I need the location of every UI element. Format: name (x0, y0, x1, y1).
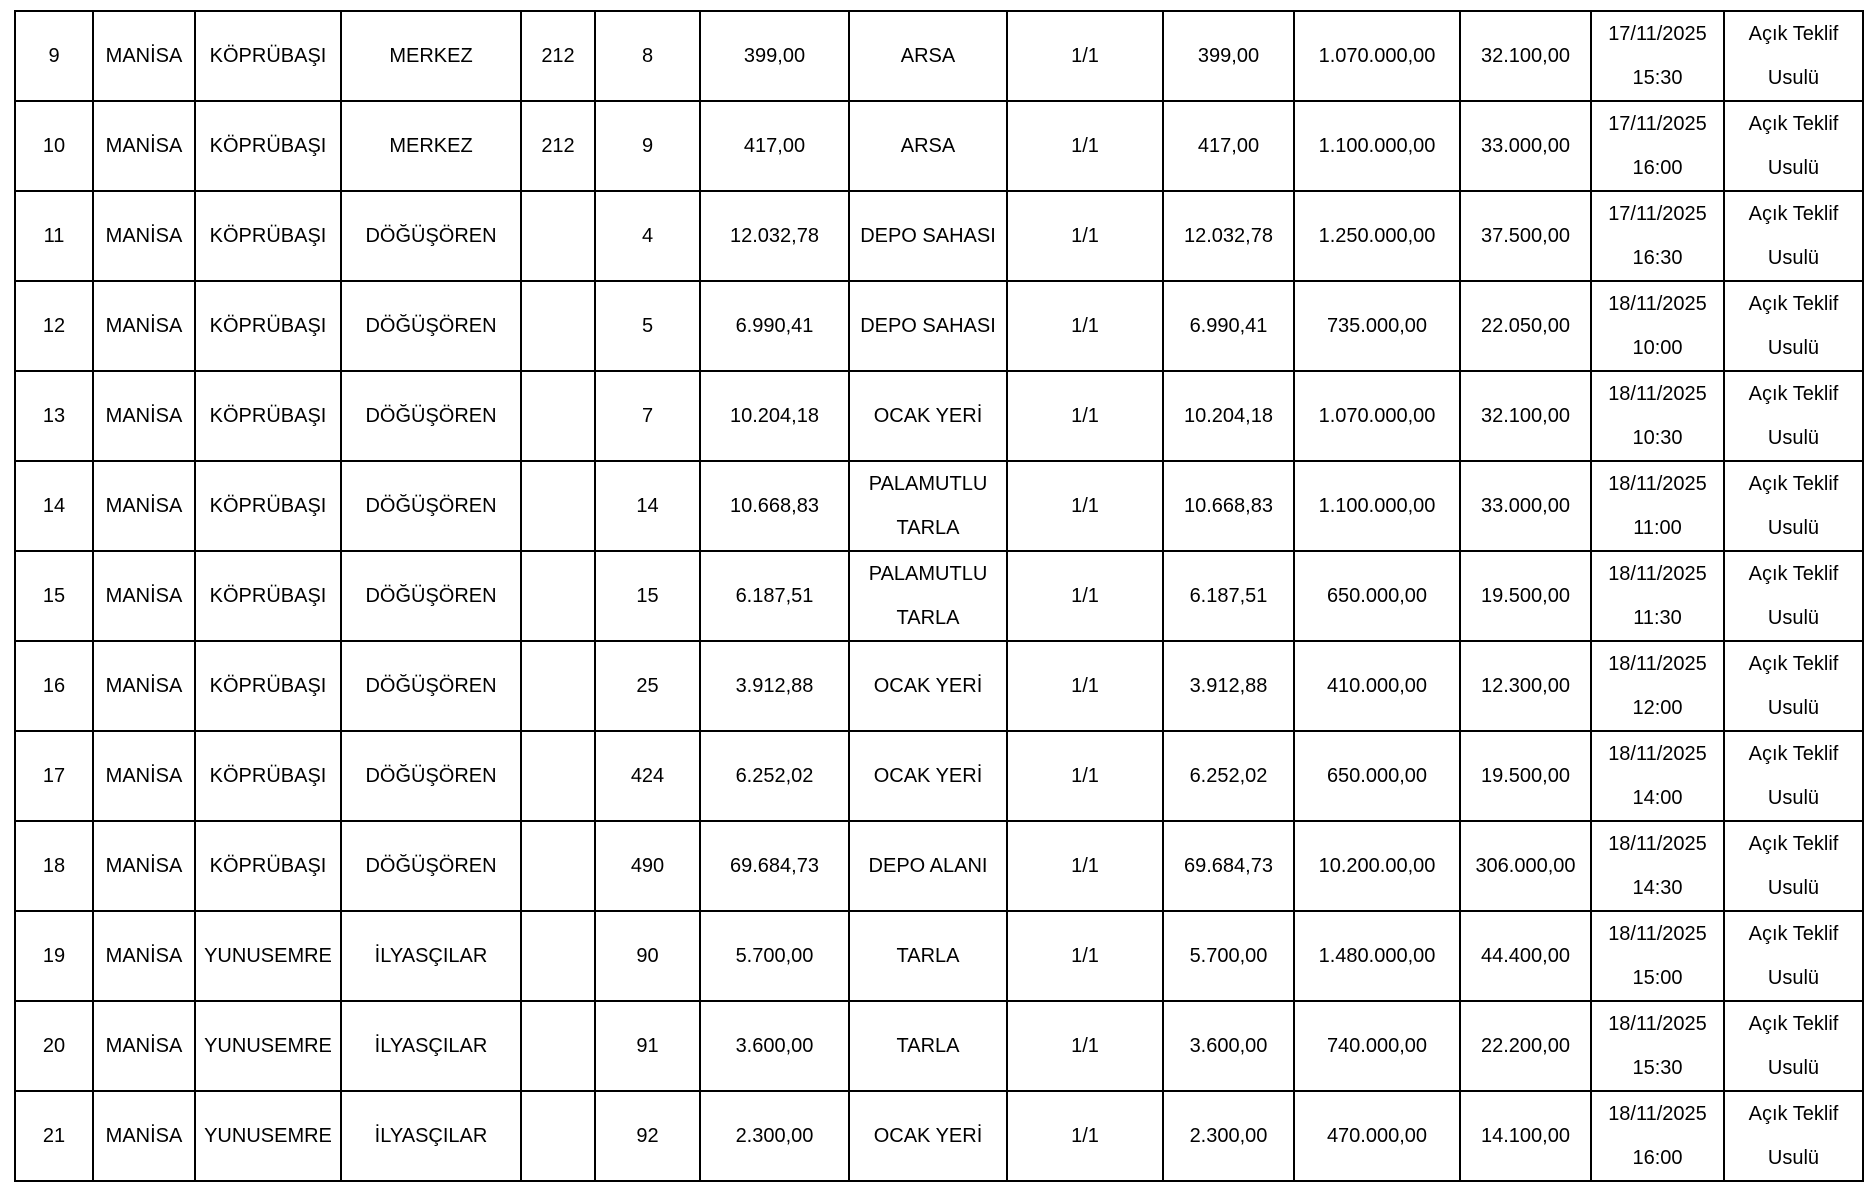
cell-ilce: KÖPRÜBAŞI (195, 281, 341, 371)
cell-ihale-usulu-line: Usulü (1767, 247, 1820, 269)
cell-ihale-usulu (1724, 101, 1863, 191)
cell-teminat: 37.500,00 (1460, 191, 1591, 281)
cell-ihale-usulu-line: Açık Teklif (1748, 23, 1839, 45)
cell-satis-alani: 3.600,00 (1163, 1001, 1294, 1091)
cell-il: MANİSA (93, 101, 195, 191)
cell-nitelik-line: TARLA (896, 945, 960, 967)
cell-il: MANİSA (93, 731, 195, 821)
cell-ihale-tarihi-line: 18/11/2025 (1608, 833, 1707, 855)
cell-il: MANİSA (93, 1091, 195, 1181)
cell-ihale-usulu-line: Açık Teklif (1748, 1013, 1839, 1035)
cell-ihale-tarihi-line: 16:00 (1632, 157, 1683, 179)
cell-sira-no: 17 (15, 731, 93, 821)
cell-ihale-usulu-line: Usulü (1767, 67, 1820, 89)
cell-yuzolcum: 2.300,00 (700, 1091, 849, 1181)
table-row (15, 191, 1863, 281)
cell-satis-alani: 6.990,41 (1163, 281, 1294, 371)
cell-ihale-tarihi-line: 15:30 (1632, 67, 1683, 89)
cell-ihale-usulu (1724, 731, 1863, 821)
cell-il: MANİSA (93, 821, 195, 911)
auction-table (14, 10, 1864, 1182)
cell-ihale-usulu-line: Açık Teklif (1748, 1103, 1839, 1125)
cell-yuzolcum: 3.912,88 (700, 641, 849, 731)
cell-il: MANİSA (93, 11, 195, 101)
cell-mahalle: DÖĞÜŞÖREN (341, 821, 521, 911)
cell-teminat: 19.500,00 (1460, 731, 1591, 821)
cell-parsel: 15 (595, 551, 700, 641)
cell-satis-alani: 3.912,88 (1163, 641, 1294, 731)
cell-nitelik (849, 11, 1007, 101)
cell-mahalle: DÖĞÜŞÖREN (341, 731, 521, 821)
cell-teminat: 33.000,00 (1460, 101, 1591, 191)
table-row (15, 551, 1863, 641)
table-row (15, 371, 1863, 461)
cell-parsel: 4 (595, 191, 700, 281)
cell-parsel: 424 (595, 731, 700, 821)
cell-muhammen-bedel: 740.000,00 (1294, 1001, 1460, 1091)
cell-ihale-usulu-line: Açık Teklif (1748, 923, 1839, 945)
cell-ihale-usulu-line: Usulü (1767, 607, 1820, 629)
cell-ihale-usulu-line: Usulü (1767, 157, 1820, 179)
table-row (15, 821, 1863, 911)
cell-ada (521, 1001, 595, 1091)
table-row (15, 11, 1863, 101)
cell-ihale-tarihi-line: 18/11/2025 (1608, 383, 1707, 405)
cell-yuzolcum: 3.600,00 (700, 1001, 849, 1091)
cell-ada (521, 731, 595, 821)
cell-muhammen-bedel: 1.070.000,00 (1294, 371, 1460, 461)
cell-il: MANİSA (93, 1001, 195, 1091)
cell-ilce: KÖPRÜBAŞI (195, 821, 341, 911)
cell-ada: 212 (521, 101, 595, 191)
cell-hisse: 1/1 (1007, 371, 1163, 461)
cell-mahalle: İLYASÇILAR (341, 1001, 521, 1091)
cell-nitelik (849, 551, 1007, 641)
cell-il: MANİSA (93, 281, 195, 371)
cell-ihale-usulu-line: Açık Teklif (1748, 743, 1839, 765)
cell-ada (521, 191, 595, 281)
cell-satis-alani: 12.032,78 (1163, 191, 1294, 281)
cell-yuzolcum: 6.990,41 (700, 281, 849, 371)
table-row (15, 1001, 1863, 1091)
cell-mahalle: DÖĞÜŞÖREN (341, 371, 521, 461)
cell-ihale-tarihi-line: 10:30 (1632, 427, 1683, 449)
cell-parsel: 90 (595, 911, 700, 1001)
cell-ilce: KÖPRÜBAŞI (195, 731, 341, 821)
cell-nitelik (849, 281, 1007, 371)
cell-ihale-usulu-line: Usulü (1767, 517, 1820, 539)
cell-hisse: 1/1 (1007, 821, 1163, 911)
cell-ihale-usulu (1724, 371, 1863, 461)
cell-yuzolcum: 69.684,73 (700, 821, 849, 911)
cell-nitelik-line: ARSA (900, 45, 956, 67)
cell-nitelik (849, 1091, 1007, 1181)
cell-ada (521, 551, 595, 641)
cell-hisse: 1/1 (1007, 1001, 1163, 1091)
cell-muhammen-bedel: 10.200.00,00 (1294, 821, 1460, 911)
cell-ihale-tarihi-line: 16:30 (1632, 247, 1683, 269)
cell-parsel: 490 (595, 821, 700, 911)
table-row (15, 281, 1863, 371)
cell-ihale-usulu-line: Usulü (1767, 427, 1820, 449)
cell-sira-no: 12 (15, 281, 93, 371)
cell-ihale-usulu (1724, 461, 1863, 551)
cell-ihale-usulu (1724, 641, 1863, 731)
cell-ilce: YUNUSEMRE (195, 911, 341, 1001)
cell-ihale-tarihi-line: 18/11/2025 (1608, 743, 1707, 765)
cell-satis-alani: 6.252,02 (1163, 731, 1294, 821)
cell-ihale-tarihi-line: 15:30 (1632, 1057, 1683, 1079)
cell-nitelik-line: DEPO ALANI (868, 855, 988, 877)
cell-yuzolcum: 6.252,02 (700, 731, 849, 821)
cell-nitelik-line: PALAMUTLU (868, 563, 988, 585)
cell-ihale-tarihi (1591, 821, 1724, 911)
cell-muhammen-bedel: 1.250.000,00 (1294, 191, 1460, 281)
cell-ihale-usulu (1724, 191, 1863, 281)
cell-teminat: 19.500,00 (1460, 551, 1591, 641)
cell-ihale-tarihi (1591, 911, 1724, 1001)
cell-parsel: 91 (595, 1001, 700, 1091)
cell-teminat: 12.300,00 (1460, 641, 1591, 731)
cell-muhammen-bedel: 470.000,00 (1294, 1091, 1460, 1181)
cell-ihale-usulu (1724, 821, 1863, 911)
cell-ihale-tarihi-line: 18/11/2025 (1608, 1103, 1707, 1125)
cell-satis-alani: 417,00 (1163, 101, 1294, 191)
cell-teminat: 22.050,00 (1460, 281, 1591, 371)
cell-ihale-tarihi (1591, 101, 1724, 191)
cell-teminat: 14.100,00 (1460, 1091, 1591, 1181)
cell-ihale-usulu-line: Usulü (1767, 697, 1820, 719)
cell-mahalle: DÖĞÜŞÖREN (341, 461, 521, 551)
cell-mahalle: DÖĞÜŞÖREN (341, 641, 521, 731)
cell-ihale-tarihi (1591, 551, 1724, 641)
cell-hisse: 1/1 (1007, 101, 1163, 191)
cell-yuzolcum: 399,00 (700, 11, 849, 101)
cell-ada (521, 911, 595, 1001)
cell-ihale-tarihi-line: 18/11/2025 (1608, 653, 1707, 675)
cell-ihale-tarihi (1591, 191, 1724, 281)
table-row (15, 911, 1863, 1001)
cell-ihale-tarihi-line: 18/11/2025 (1608, 293, 1707, 315)
cell-il: MANİSA (93, 461, 195, 551)
cell-muhammen-bedel: 735.000,00 (1294, 281, 1460, 371)
cell-nitelik-line: OCAK YERİ (873, 765, 983, 787)
cell-parsel: 7 (595, 371, 700, 461)
cell-ihale-usulu-line: Usulü (1767, 787, 1820, 809)
cell-ilce: KÖPRÜBAŞI (195, 371, 341, 461)
cell-sira-no: 19 (15, 911, 93, 1001)
cell-ihale-usulu (1724, 1091, 1863, 1181)
cell-nitelik-line: OCAK YERİ (873, 1125, 983, 1147)
cell-il: MANİSA (93, 911, 195, 1001)
cell-ada (521, 461, 595, 551)
cell-muhammen-bedel: 1.100.000,00 (1294, 101, 1460, 191)
cell-il: MANİSA (93, 641, 195, 731)
cell-ihale-tarihi (1591, 731, 1724, 821)
cell-mahalle: MERKEZ (341, 101, 521, 191)
cell-mahalle: İLYASÇILAR (341, 1091, 521, 1181)
cell-hisse: 1/1 (1007, 1091, 1163, 1181)
cell-hisse: 1/1 (1007, 911, 1163, 1001)
cell-ihale-usulu-line: Açık Teklif (1748, 383, 1839, 405)
cell-sira-no: 20 (15, 1001, 93, 1091)
cell-il: MANİSA (93, 191, 195, 281)
cell-teminat: 22.200,00 (1460, 1001, 1591, 1091)
cell-ihale-usulu-line: Açık Teklif (1748, 293, 1839, 315)
cell-hisse: 1/1 (1007, 191, 1163, 281)
cell-ihale-tarihi-line: 18/11/2025 (1608, 563, 1707, 585)
cell-mahalle: DÖĞÜŞÖREN (341, 551, 521, 641)
cell-hisse: 1/1 (1007, 641, 1163, 731)
cell-satis-alani: 10.668,83 (1163, 461, 1294, 551)
cell-parsel: 8 (595, 11, 700, 101)
table-row (15, 731, 1863, 821)
cell-ilce: KÖPRÜBAŞI (195, 551, 341, 641)
cell-nitelik-line: ARSA (900, 135, 956, 157)
cell-ihale-tarihi (1591, 371, 1724, 461)
cell-yuzolcum: 10.204,18 (700, 371, 849, 461)
cell-satis-alani: 399,00 (1163, 11, 1294, 101)
cell-teminat: 32.100,00 (1460, 11, 1591, 101)
cell-yuzolcum: 12.032,78 (700, 191, 849, 281)
cell-ihale-tarihi-line: 12:00 (1632, 697, 1683, 719)
cell-teminat: 306.000,00 (1460, 821, 1591, 911)
cell-ada (521, 821, 595, 911)
cell-mahalle: MERKEZ (341, 11, 521, 101)
cell-ihale-usulu-line: Açık Teklif (1748, 563, 1839, 585)
cell-sira-no: 16 (15, 641, 93, 731)
cell-yuzolcum: 417,00 (700, 101, 849, 191)
cell-hisse: 1/1 (1007, 731, 1163, 821)
cell-ihale-usulu-line: Usulü (1767, 877, 1820, 899)
cell-ilce: KÖPRÜBAŞI (195, 101, 341, 191)
cell-satis-alani: 10.204,18 (1163, 371, 1294, 461)
cell-sira-no: 14 (15, 461, 93, 551)
table-row (15, 461, 1863, 551)
cell-muhammen-bedel: 650.000,00 (1294, 551, 1460, 641)
cell-ihale-tarihi-line: 18/11/2025 (1608, 473, 1707, 495)
cell-hisse: 1/1 (1007, 11, 1163, 101)
cell-mahalle: DÖĞÜŞÖREN (341, 281, 521, 371)
cell-ihale-usulu-line: Açık Teklif (1748, 203, 1839, 225)
cell-ihale-usulu (1724, 281, 1863, 371)
cell-yuzolcum: 10.668,83 (700, 461, 849, 551)
cell-sira-no: 11 (15, 191, 93, 281)
cell-muhammen-bedel: 1.070.000,00 (1294, 11, 1460, 101)
cell-ihale-tarihi-line: 18/11/2025 (1608, 923, 1707, 945)
cell-ihale-tarihi-line: 17/11/2025 (1608, 23, 1707, 45)
cell-nitelik (849, 371, 1007, 461)
cell-ihale-usulu (1724, 911, 1863, 1001)
cell-ihale-tarihi-line: 17/11/2025 (1608, 203, 1707, 225)
cell-ada (521, 281, 595, 371)
cell-mahalle: DÖĞÜŞÖREN (341, 191, 521, 281)
cell-muhammen-bedel: 410.000,00 (1294, 641, 1460, 731)
cell-ihale-usulu (1724, 1001, 1863, 1091)
cell-nitelik (849, 641, 1007, 731)
cell-ilce: KÖPRÜBAŞI (195, 641, 341, 731)
cell-ihale-tarihi (1591, 1001, 1724, 1091)
document-page (14, 10, 1862, 1169)
table-row (15, 1091, 1863, 1181)
cell-ihale-tarihi (1591, 461, 1724, 551)
cell-il: MANİSA (93, 551, 195, 641)
cell-ihale-tarihi (1591, 11, 1724, 101)
cell-nitelik (849, 821, 1007, 911)
cell-sira-no: 10 (15, 101, 93, 191)
cell-parsel: 25 (595, 641, 700, 731)
cell-ihale-usulu (1724, 11, 1863, 101)
cell-parsel: 5 (595, 281, 700, 371)
cell-nitelik-line: TARLA (896, 607, 960, 629)
cell-nitelik-line: TARLA (896, 1035, 960, 1057)
cell-ihale-tarihi-line: 10:00 (1632, 337, 1683, 359)
cell-ihale-usulu-line: Açık Teklif (1748, 653, 1839, 675)
cell-nitelik (849, 911, 1007, 1001)
cell-nitelik-line: OCAK YERİ (873, 675, 983, 697)
cell-nitelik (849, 101, 1007, 191)
cell-sira-no: 15 (15, 551, 93, 641)
cell-hisse: 1/1 (1007, 281, 1163, 371)
cell-nitelik-line: PALAMUTLU (868, 473, 988, 495)
cell-ilce: KÖPRÜBAŞI (195, 461, 341, 551)
cell-ihale-tarihi-line: 11:00 (1633, 517, 1682, 539)
cell-ihale-tarihi-line: 17/11/2025 (1608, 113, 1707, 135)
cell-ada: 212 (521, 11, 595, 101)
cell-teminat: 44.400,00 (1460, 911, 1591, 1001)
cell-muhammen-bedel: 650.000,00 (1294, 731, 1460, 821)
cell-ihale-usulu-line: Usulü (1767, 1057, 1820, 1079)
cell-nitelik (849, 731, 1007, 821)
cell-nitelik (849, 191, 1007, 281)
cell-teminat: 33.000,00 (1460, 461, 1591, 551)
cell-yuzolcum: 5.700,00 (700, 911, 849, 1001)
cell-ihale-tarihi-line: 16:00 (1632, 1147, 1683, 1169)
cell-ihale-tarihi-line: 11:30 (1633, 607, 1682, 629)
cell-ihale-usulu (1724, 551, 1863, 641)
cell-ihale-usulu-line: Açık Teklif (1748, 473, 1839, 495)
cell-ihale-tarihi-line: 14:30 (1632, 877, 1683, 899)
cell-satis-alani: 2.300,00 (1163, 1091, 1294, 1181)
cell-satis-alani: 6.187,51 (1163, 551, 1294, 641)
table-row (15, 641, 1863, 731)
cell-ihale-usulu-line: Usulü (1767, 967, 1820, 989)
cell-sira-no: 18 (15, 821, 93, 911)
cell-ihale-tarihi (1591, 281, 1724, 371)
cell-ada (521, 1091, 595, 1181)
cell-ihale-tarihi-line: 14:00 (1632, 787, 1683, 809)
cell-mahalle: İLYASÇILAR (341, 911, 521, 1001)
cell-parsel: 14 (595, 461, 700, 551)
cell-nitelik (849, 1001, 1007, 1091)
cell-teminat: 32.100,00 (1460, 371, 1591, 461)
cell-yuzolcum: 6.187,51 (700, 551, 849, 641)
cell-ilce: YUNUSEMRE (195, 1091, 341, 1181)
cell-nitelik (849, 461, 1007, 551)
cell-nitelik-line: TARLA (896, 517, 960, 539)
cell-sira-no: 9 (15, 11, 93, 101)
cell-ihale-usulu-line: Açık Teklif (1748, 113, 1839, 135)
cell-satis-alani: 69.684,73 (1163, 821, 1294, 911)
cell-hisse: 1/1 (1007, 551, 1163, 641)
cell-ilce: KÖPRÜBAŞI (195, 11, 341, 101)
cell-ilce: KÖPRÜBAŞI (195, 191, 341, 281)
cell-ihale-tarihi (1591, 1091, 1724, 1181)
cell-muhammen-bedel: 1.480.000,00 (1294, 911, 1460, 1001)
cell-muhammen-bedel: 1.100.000,00 (1294, 461, 1460, 551)
cell-satis-alani: 5.700,00 (1163, 911, 1294, 1001)
table-body (15, 11, 1863, 1181)
cell-ada (521, 641, 595, 731)
cell-ihale-tarihi-line: 15:00 (1632, 967, 1683, 989)
table-row (15, 101, 1863, 191)
cell-nitelik-line: OCAK YERİ (873, 405, 983, 427)
cell-ihale-usulu-line: Usulü (1767, 1147, 1820, 1169)
cell-hisse: 1/1 (1007, 461, 1163, 551)
cell-nitelik-line: DEPO SAHASI (860, 315, 996, 337)
cell-ihale-tarihi (1591, 641, 1724, 731)
cell-ada (521, 371, 595, 461)
cell-ihale-usulu-line: Usulü (1767, 337, 1820, 359)
cell-nitelik-line: DEPO SAHASI (860, 225, 996, 247)
cell-ihale-tarihi-line: 18/11/2025 (1608, 1013, 1707, 1035)
cell-ihale-usulu-line: Açık Teklif (1748, 833, 1839, 855)
cell-parsel: 9 (595, 101, 700, 191)
cell-ilce: YUNUSEMRE (195, 1001, 341, 1091)
cell-sira-no: 21 (15, 1091, 93, 1181)
cell-il: MANİSA (93, 371, 195, 461)
cell-parsel: 92 (595, 1091, 700, 1181)
cell-sira-no: 13 (15, 371, 93, 461)
